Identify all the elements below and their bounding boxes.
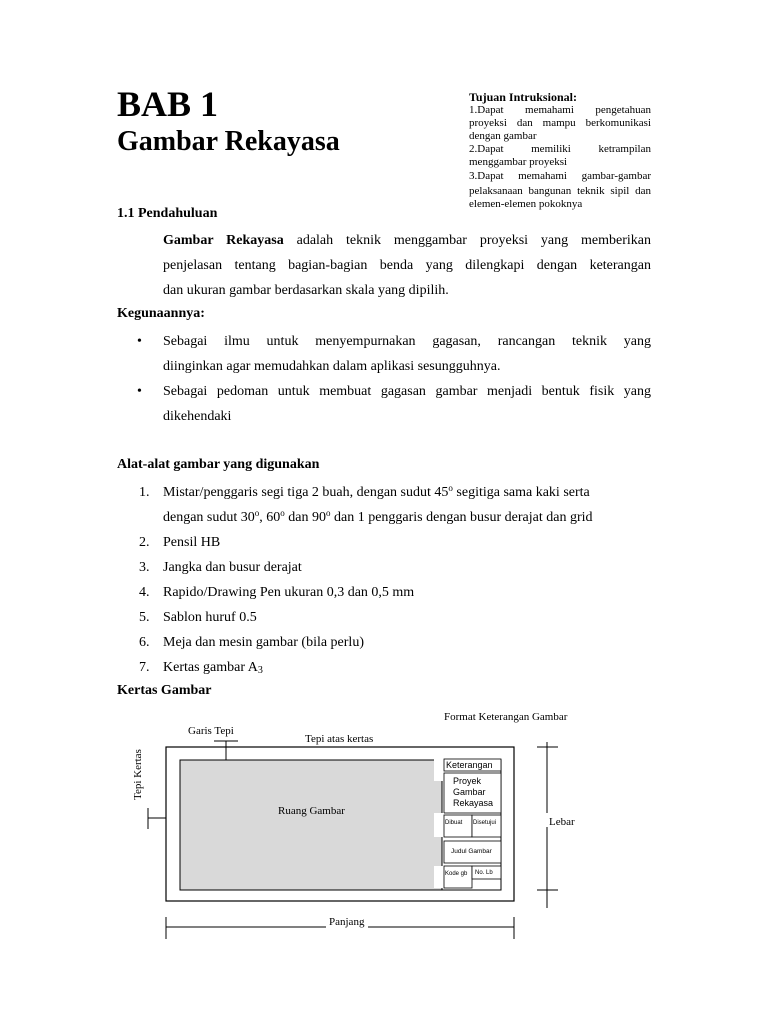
text-run: dengan sudut 30 [163,510,255,525]
text-run: Kertas gambar A [163,660,258,675]
item-number: 3. [139,560,150,575]
list-item-line: diinginkan agar memudahkan dalam aplikasi sesungguhnya. [163,359,501,374]
text-run: dan 1 penggaris dengan busur derajat dan grid [330,510,593,525]
tb-kode-cell [444,866,472,888]
list-item-line: Sebagai ilmu untuk menyempurnakan gagasan, rancangan teknik yang [163,334,651,349]
degree-sup: o [280,508,285,518]
width-label: Lebar [549,816,575,828]
tb-dibuat-cell [444,815,472,837]
tb-proyek-line: Rekayasa [453,798,494,808]
intro-line: penjelasan tentang bagian-bagian benda yang dilengkapi dengan keterangan [163,258,651,273]
objective-line: 3.Dapat memahami gambar-gambar [469,170,651,182]
item-number: 2. [139,535,150,550]
numbered-item-text: Meja dan mesin gambar (bila perlu) [163,635,364,650]
list-item-line: Sebagai pedoman untuk membuat gagasan gambar menjadi bentuk fisik yang [163,384,651,399]
objectives-heading: Tujuan Intruksional: [469,90,577,104]
degree-sup: o [448,483,453,493]
objective-line: 2.Dapat memiliki ketrampilan [469,143,651,155]
length-label: Panjang [329,916,365,928]
chapter-title: Gambar Rekayasa [117,126,340,157]
intro-line: dan ukuran gambar berdasarkan skala yang dipilih. [163,283,449,298]
objective-line: menggambar proyeksi [469,156,568,168]
objective-line: 1.Dapat memahami pengetahuan [469,104,651,116]
item-number: 6. [139,635,150,650]
top-edge-label: Tepi atas kertas [305,733,374,745]
drawing-area [180,760,442,890]
text-run: segitiga sama kaki serta [452,485,590,500]
degree-sup: o [254,508,260,518]
text-run: , 60 [259,510,281,525]
chapter-number: BAB 1 [117,84,219,124]
tb-kode: Kode gb [445,871,468,877]
tb-proyek-line: Gambar [453,787,486,797]
numbered-item-text: Jangka dan busur derajat [163,560,302,575]
tb-disetujui: Disetujui [473,820,497,826]
item-number: 5. [139,610,150,625]
text-run: dan 90 [284,510,326,525]
side-label: Tepi Kertas [132,749,144,800]
tb-dibuat: Dibuat [445,820,463,826]
tb-keterangan: Keterangan [446,760,493,770]
area-label: Ruang Gambar [278,805,345,817]
section-heading: 1.1 Pendahuluan [117,206,218,221]
objective-line: proyeksi dan mampu berkomunikasi [469,117,651,129]
bullet-icon: • [137,334,142,349]
intro-line-text: adalah teknik menggambar proyeksi yang memberikan [283,233,651,248]
bullet-icon: • [137,384,142,399]
tb-proyek-line: Proyek [453,776,482,786]
tb-disetujui-cell [472,815,501,837]
item-number: 4. [139,585,150,600]
objective-line: dengan gambar [469,130,537,142]
tools-heading: Alat-alat gambar yang digunakan [117,457,320,472]
subscript: 3 [257,665,263,676]
list-item-line: dikehendaki [163,409,232,424]
objective-line: pelaksanaan bangunan teknik sipil dan [469,185,651,197]
degree-sup: o [325,508,331,518]
intro-lead-term: Gambar Rekayasa [163,233,284,248]
item-number: 1. [139,485,150,500]
tb-judul: Judul Gambar [451,848,492,855]
tb-nolb: No. Lb [475,870,493,876]
text-run: Mistar/penggaris segi tiga 2 buah, dengan sudut 45 [163,485,449,500]
item-number: 7. [139,660,150,675]
uses-heading: Kegunaannya: [117,306,205,321]
border-label: Garis Tepi [188,725,234,737]
paper-heading: Kertas Gambar [117,683,212,698]
numbered-item-text: Rapido/Drawing Pen ukuran 0,3 dan 0,5 mm [163,585,415,600]
objective-line: elemen-elemen pokoknya [469,198,583,210]
format-label: Format Keterangan Gambar [444,711,568,723]
numbered-item-text: Sablon huruf 0.5 [163,610,257,625]
numbered-item-text: Pensil HB [163,535,221,550]
